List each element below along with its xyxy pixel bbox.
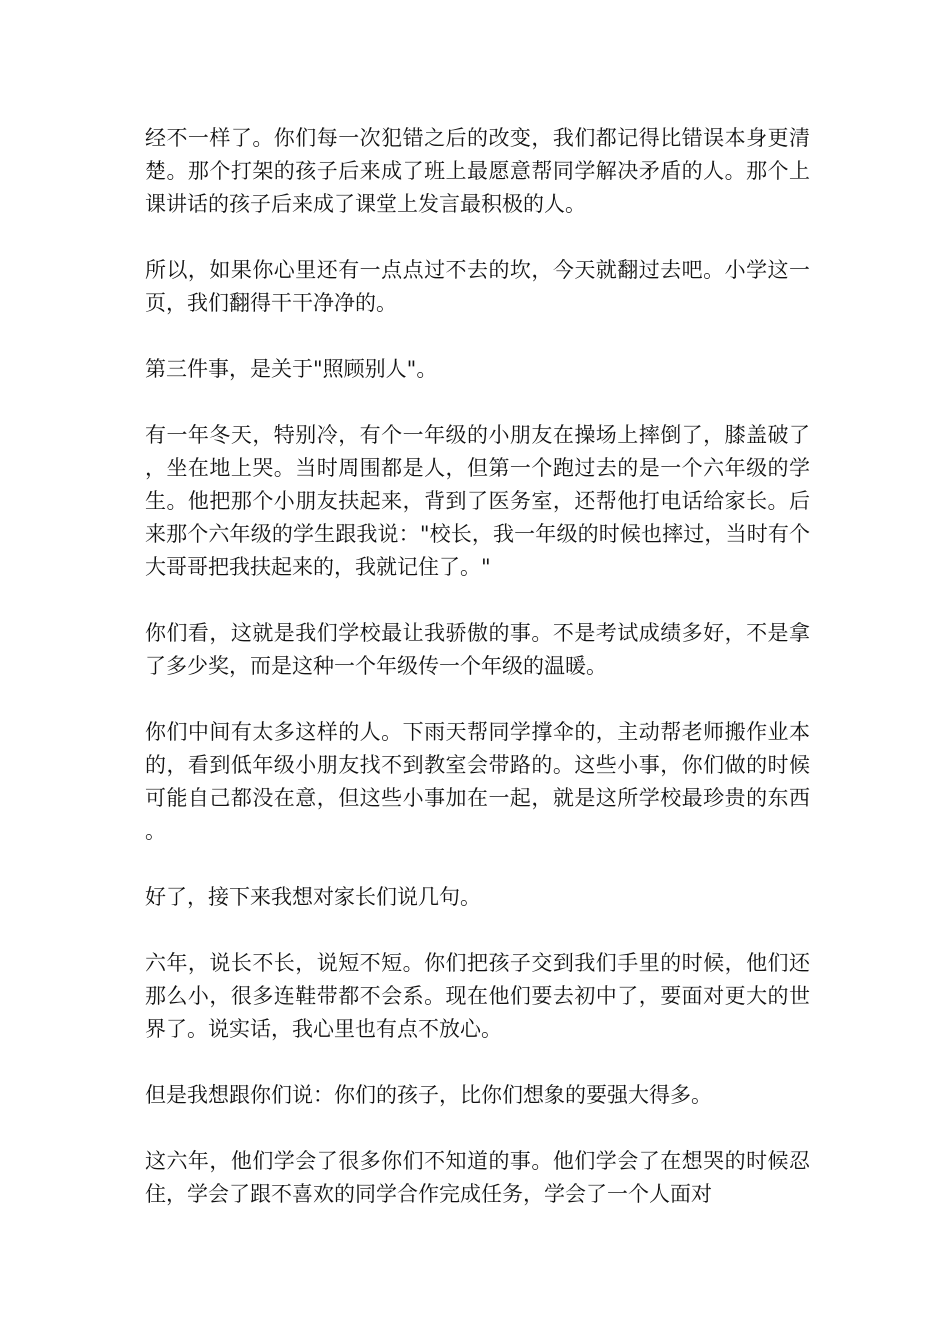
document-page xyxy=(145,122,810,1211)
paragraph-5: 你们看，这就是我们学校最让我骄傲的事。不是考试成绩多好，不是拿了多少奖，而是这种一个年级传一个年级的温暖。 xyxy=(145,621,810,678)
paragraph-6: 你们中间有太多这样的人。下雨天帮同学撑伞的，主动帮老师搬作业本的，看到低年级小朋友找不到教室会带路的。这些小事，你们做的时候可能自己都没在意，但这些小事加在一起，就是这所学校最珍贵的东西。 xyxy=(145,720,810,843)
paragraph-10: 这六年，他们学会了很多你们不知道的事。他们学会了在想哭的时候忍住，学会了跟不喜欢的同学合作完成任务，学会了一个人面对 xyxy=(145,1149,810,1206)
paragraph-8: 六年，说长不长，说短不短。你们把孩子交到我们手里的时候，他们还那么小，很多连鞋带都不会系。现在他们要去初中了，要面对更大的世界了。说实话，我心里也有点不放心。 xyxy=(145,951,810,1041)
paragraph-7: 好了，接下来我想对家长们说几句。 xyxy=(145,885,481,909)
paragraph-9: 但是我想跟你们说：你们的孩子，比你们想象的要强大得多。 xyxy=(145,1083,712,1107)
paragraph-2: 所以，如果你心里还有一点点过不去的坎，今天就翻过去吧。小学这一页，我们翻得干干净净的。 xyxy=(145,258,810,315)
paragraph-4: 有一年冬天，特别冷，有个一年级的小朋友在操场上摔倒了，膝盖破了，坐在地上哭。当时周围都是人，但第一个跑过去的是一个六年级的学生。他把那个小朋友扶起来，背到了医务室，还帮他打电话给家长。后来那个六年级的学生跟我说："校长，我一年级的时候也摔过，当时有个大哥哥把我扶起来的，我就记住了。" xyxy=(145,423,810,579)
paragraph-1: 经不一样了。你们每一次犯错之后的改变，我们都记得比错误本身更清楚。那个打架的孩子后来成了班上最愿意帮同学解决矛盾的人。那个上课讲话的孩子后来成了课堂上发言最积极的人。 xyxy=(145,126,810,216)
paragraph-3: 第三件事，是关于"照顾别人"。 xyxy=(145,357,438,381)
